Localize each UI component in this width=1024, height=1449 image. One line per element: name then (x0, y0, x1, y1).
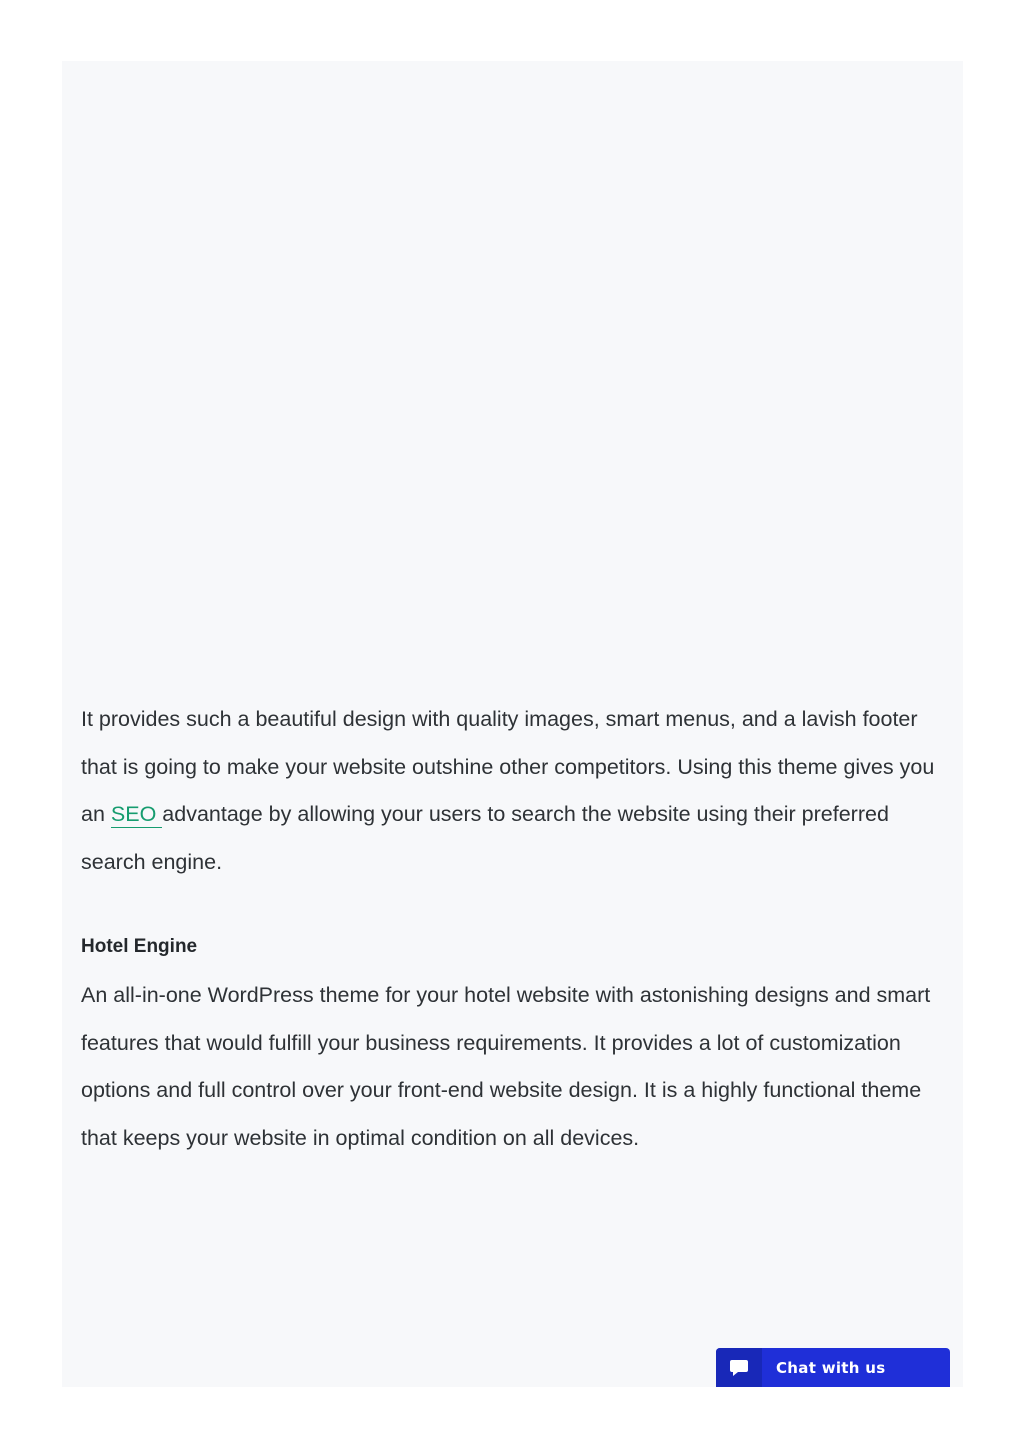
chat-icon-container[interactable] (716, 1348, 762, 1387)
chat-button[interactable] (716, 1348, 950, 1387)
paragraph-intro (81, 696, 951, 886)
chat-label[interactable]: Chat with us (776, 1358, 886, 1377)
paragraph-intro-text-before: It provides such a beautiful design with quality images, smart menus, and a lavish footer that is going to make your website outshine other competitors. Using this theme gives you an (81, 707, 935, 826)
article-body (81, 696, 951, 1162)
seo-link[interactable]: SEO (110, 802, 163, 826)
paragraph-intro-text-after: advantage by allowing your users to search the website using their preferred search engine. (81, 802, 889, 874)
section-heading: Hotel Engine (81, 936, 198, 957)
chat-bubble-icon (729, 1358, 749, 1378)
paragraph-hotel-engine: An all-in-one WordPress theme for your hotel website with astonishing designs and smart features that would fulfill your business requirements. It provides a lot of customization options and full control over your front-end website design. It is a highly functional theme that keeps your website in optimal condition on all devices. (81, 983, 931, 1150)
